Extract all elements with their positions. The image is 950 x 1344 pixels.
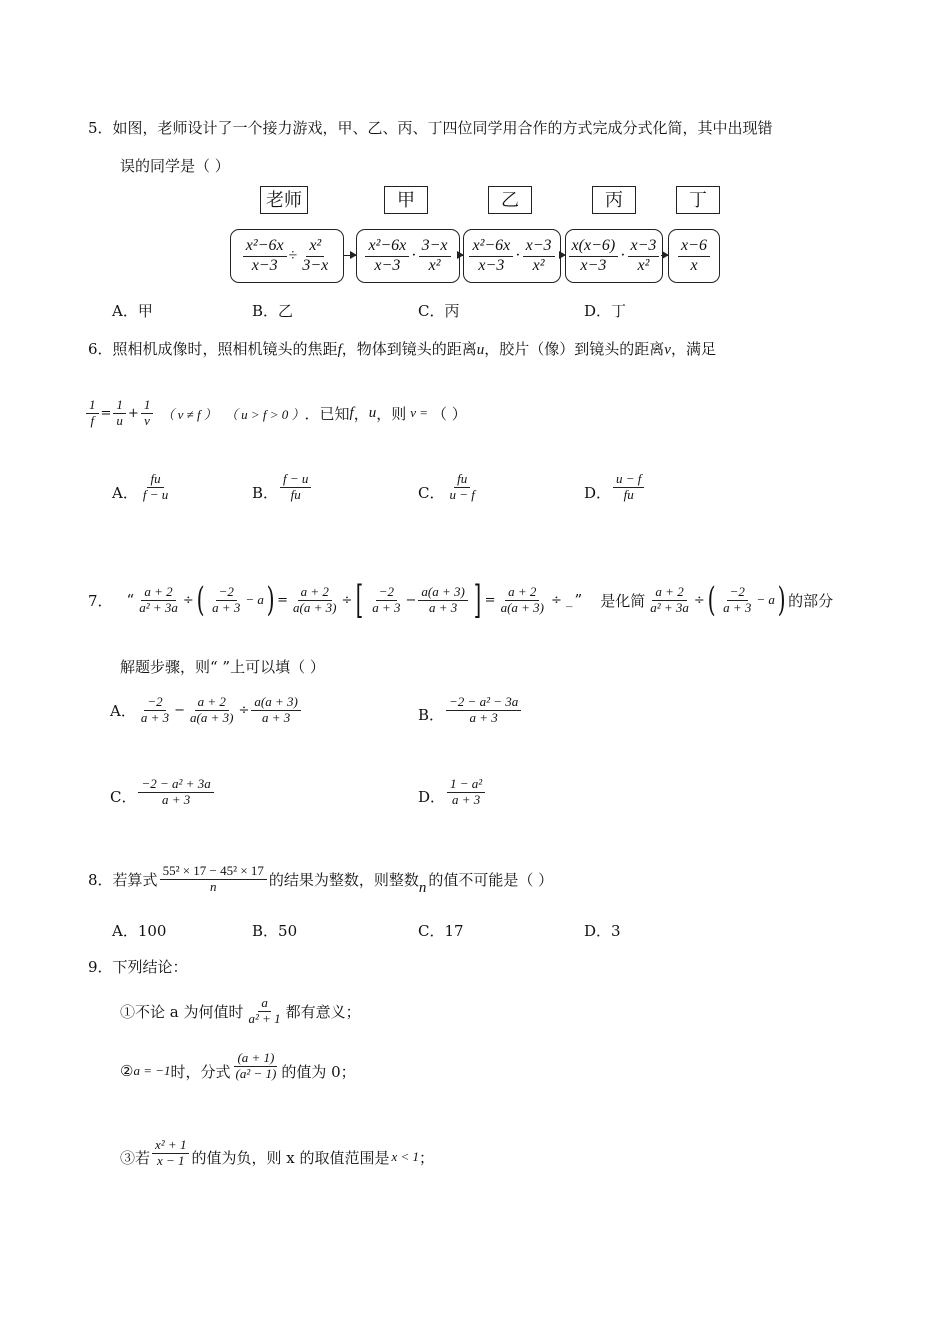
step-bing: $\frac{x(x-6)}{x-3}$ · $\frac{x-3}{\text{x²}}$ bbox=[565, 229, 663, 283]
q7-option-c[interactable]: C． $\frac{\text{−2 − a² + 3a}}{a + 3}$ bbox=[110, 774, 216, 818]
arrow-1 bbox=[343, 255, 356, 256]
q8-option-a[interactable]: A．100 bbox=[112, 922, 167, 940]
q6-option-c[interactable]: C． $\frac{fu}{u - f}$ bbox=[418, 471, 475, 502]
q9-title: 9．下列结论： bbox=[88, 958, 188, 976]
q6-option-a[interactable]: A． $\frac{fu}{f - u}$ bbox=[112, 471, 169, 502]
q8-line: 8． 若算式 $\frac{\text{55² × 17 − 45² × 17}}{n}$ 的结果为整数，则整数 n 的值不可能是（ ） bbox=[88, 862, 554, 896]
q6-option-b[interactable]: B． $\frac{f - u}{fu}$ bbox=[252, 482, 313, 503]
role-jia: 甲 bbox=[384, 186, 428, 214]
q5-number: 5． bbox=[88, 119, 113, 137]
q5-option-b[interactable]: B．乙 bbox=[252, 302, 294, 320]
q9-item-1: ①不论 a 为何值时 $\frac{a}{\text{a² + 1}}$ 都有意义； bbox=[120, 994, 361, 1026]
q5-line2: 误的同学是（ ） bbox=[120, 157, 230, 175]
q8-option-b[interactable]: B．50 bbox=[252, 922, 298, 940]
arrow-4 bbox=[661, 255, 668, 256]
q6-line1: 6．照相机成像时，照相机镜头的焦距f，物体到镜头的距离u，胶片（像）到镜头的距离v，满足 bbox=[88, 340, 716, 358]
q8-option-d[interactable]: D．3 bbox=[584, 922, 621, 940]
q6-option-d[interactable]: D． $\frac{u - f}{fu}$ bbox=[584, 482, 646, 503]
role-ding: 丁 bbox=[676, 186, 720, 214]
q7-line1: 7． “ $\frac{a + 2}{\text{a² + 3a}}$ ÷ ( $\frac{-2}{a + 3}$ − a ) = $\frac{a + 2}{a(a + 3)}$ ÷ [ $\frac{-2}{a + 3}$ − $\frac{a(a + 3)}{a + 3}$ ] = $\frac{a + 2}{a(a + 3)}$ ÷ _ ” 是化简 $\frac{a + 2}{\text{a² + 3a}}$ ÷ ( $\frac{-2}{a + 3}$ − a ) 的部分 bbox=[88, 578, 834, 622]
q5-line1 bbox=[88, 117, 773, 138]
step-teacher: $\frac{\text{x²−6x}}{x-3}$ ÷ $\frac{\text{x²}}{3-x}$ bbox=[230, 229, 344, 283]
q5-text: 如图，老师设计了一个接力游戏，甲、乙、丙、丁四位同学用合作的方式完成分式化简，其中出现错 bbox=[112, 119, 773, 137]
role-bing: 丙 bbox=[592, 186, 636, 214]
role-yi: 乙 bbox=[488, 186, 532, 214]
q8-option-c[interactable]: C．17 bbox=[418, 922, 464, 940]
q5-option-a[interactable]: A．甲 bbox=[112, 302, 153, 320]
q7-option-d[interactable]: D． $\frac{\text{1 − a²}}{a + 3}$ bbox=[418, 774, 487, 818]
q9-item-2: ② a = −1 时，分式 $\frac{(a + 1)}{\text{(a² − 1)}}$ 的值为 0； bbox=[120, 1049, 356, 1081]
q5-option-c[interactable]: C．丙 bbox=[418, 302, 460, 320]
q7-option-a[interactable]: A． $\frac{-2}{a + 3}$ − $\frac{a + 2}{a(a + 3)}$ ÷ $\frac{a(a + 3)}{a + 3}$ bbox=[110, 686, 303, 734]
q7-option-b[interactable]: B． $\frac{\text{−2 − a² − 3a}}{a + 3}$ bbox=[418, 692, 523, 736]
step-jia: $\frac{\text{x²−6x}}{x-3}$ · $\frac{3-x}{\text{x²}}$ bbox=[356, 229, 460, 283]
q6-formula: $\frac{1}{f}$ = $\frac{1}{u}$ + $\frac{1}{v}$ （ v ≠ f ） （ u > f > 0 ） ．已知 f ， u ，则 v = （ ） bbox=[84, 398, 467, 429]
step-yi: $\frac{\text{x²−6x}}{x-3}$ · $\frac{x-3}{\text{x²}}$ bbox=[463, 229, 561, 283]
q9-item-3: ③若 $\frac{\text{x² + 1}}{x - 1}$ 的值为负，则 x 的取值范围是 x < 1 ； bbox=[120, 1136, 435, 1168]
q7-line2: 解题步骤，则“ ”上可以填（ ） bbox=[120, 658, 325, 676]
step-ding: $\frac{x-6}{x}$ bbox=[668, 229, 720, 283]
role-teacher: 老师 bbox=[260, 186, 308, 214]
q5-option-d[interactable]: D．丁 bbox=[584, 302, 627, 320]
